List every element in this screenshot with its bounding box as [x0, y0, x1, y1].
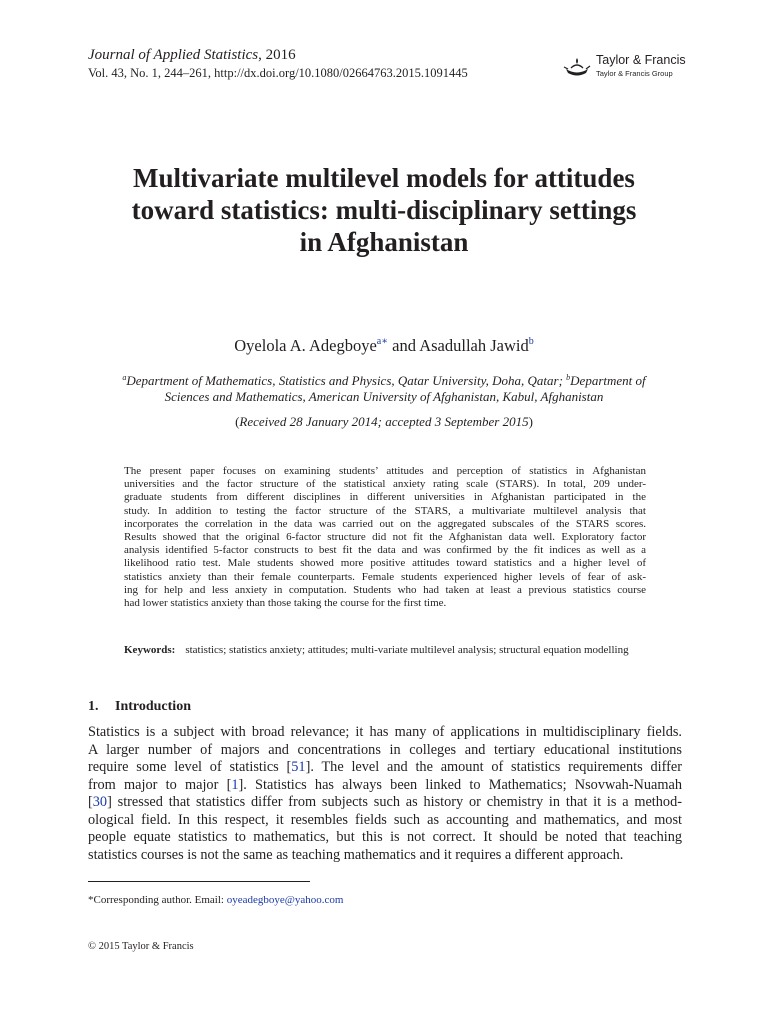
abstract-line: Results showed that the original 6-factor structure did not fit the Afghanistan data well. Exploratory factor [124, 531, 646, 544]
title-line: toward statistics: multi-disciplinary settings [131, 195, 637, 225]
body-line [88, 777, 682, 795]
author-list [0, 336, 768, 356]
body-text-span: require some level of statistics [ [88, 759, 292, 775]
body-line: Statistics is a subject with broad relevance; it has many of applications in multidisciplinary fields. [88, 724, 682, 740]
author-affiliation-marker[interactable]: a∗ [376, 336, 389, 347]
abstract-line: study. In addition to testing the factor structure of the STARS, a multivariate multilevel analysis that [124, 504, 646, 517]
affiliation-marker: a [122, 373, 127, 382]
affiliation-line [100, 370, 668, 389]
author-email-link[interactable]: oyeadegboye@yahoo.com [226, 894, 344, 906]
received-open-paren: ( [235, 414, 240, 429]
affiliation-marker: b [566, 373, 571, 382]
author-name: Asadullah Jawid [419, 336, 529, 355]
keywords-label: Keywords: [124, 644, 176, 656]
footnote-text: *Corresponding author. Email: [88, 894, 227, 906]
journal-name: Journal of Applied Statistics [88, 47, 259, 63]
abstract-line: universities and the factor structure of the statistical anxiety rating scale (STARS). In total, 209 under- [124, 478, 646, 491]
abstract-line: incorporates the correlation in the data was carried out on the aggregated subscales of the STARS scores. [124, 517, 646, 530]
publisher-group: Taylor & Francis Group [596, 69, 673, 78]
body-text-span: ]. The level and the amount of statistics requirements differ [305, 759, 682, 775]
author-joiner: and [388, 336, 420, 355]
publisher-logo [562, 52, 692, 82]
footnote-divider [88, 881, 310, 882]
body-line: statistics courses is not the same as teaching mathematics and it requires a different approach. [88, 846, 624, 863]
affiliation-text: Department of [570, 373, 646, 388]
body-line [88, 794, 682, 812]
abstract-line: ing for help and less anxiety in computation. Students who had taken at least a previous statistics course [124, 583, 646, 596]
abstract-line: statistics anxiety than their female counterparts. Female students experienced higher levels of fear of ask- [124, 570, 646, 583]
copyright-notice: © 2015 Taylor & Francis [88, 941, 194, 952]
body-text-span: ]. Statistics has always been linked to Mathematics; Nsovwah-Nuamah [238, 776, 682, 793]
keywords [124, 644, 646, 657]
abstract-line: analysis identified 5-factor constructs to best fit the data and was confirmed by the fit indices as well as a [124, 544, 646, 557]
publisher-name: Taylor & Francis [596, 53, 686, 67]
received-dates [0, 414, 768, 430]
journal-title [88, 47, 296, 64]
body-line: A larger number of majors and concentrations in colleges and tertiary educational institutions [88, 741, 682, 758]
article-title [60, 162, 708, 258]
citation-link[interactable]: 1 [231, 776, 239, 793]
title-line: in Afghanistan [299, 227, 469, 257]
section-heading [88, 699, 191, 715]
citation-link[interactable]: 51 [291, 759, 306, 775]
citation-link[interactable]: 30 [92, 794, 108, 810]
body-text-span: ] stressed that statistics differ from subjects such as history or chemistry in that it is a method- [107, 794, 682, 810]
section-title: Introduction [115, 699, 191, 714]
body-text-span: [ [88, 794, 93, 810]
affiliations [100, 370, 668, 405]
introduction-paragraph [88, 724, 682, 864]
author-name: Oyelola A. Adegboye [234, 336, 377, 355]
affiliation-line: Sciences and Mathematics, American University of Afghanistan, Kabul, Afghanistan [164, 389, 604, 404]
journal-citation: Vol. 43, No. 1, 244–261, http://dx.doi.org/10.1080/02664763.2015.1091445 [88, 66, 468, 80]
body-line: ological field. In this respect, it resembles fields such as accounting and mathematics, and most [88, 811, 682, 828]
abstract-line: likelihood ratio test. Male students showed more positive attitudes toward statistics and a higher level of [124, 557, 646, 570]
body-line: people equate statistics to mathematics, but this is not correct. It should be noted that teaching [88, 829, 682, 845]
abstract-line: graduate students from different disciplines in different universities in Afghanistan participated in the [124, 491, 646, 504]
author-affiliation-marker[interactable]: b [528, 336, 534, 347]
body-line [88, 759, 682, 777]
footnote [88, 894, 343, 906]
title-line: Multivariate multilevel models for attitudes [133, 163, 635, 193]
journal-year: , 2016 [258, 47, 296, 63]
abstract-line: had lower statistics anxiety than those taking the course for the first time. [124, 597, 447, 610]
received-close-paren: ) [528, 414, 533, 429]
lamp-logo-icon [562, 54, 592, 78]
affiliation-text: Department of Mathematics, Statistics and Physics, Qatar University, Doha, Qatar; [126, 373, 567, 388]
keywords-text: statistics; statistics anxiety; attitudes; multi-variate multilevel analysis; structural equation modelling [185, 644, 629, 656]
abstract [124, 465, 646, 610]
section-number: 1. [88, 699, 99, 714]
body-text-span: from major to major [ [88, 776, 232, 793]
received-text: Received 28 January 2014; accepted 3 September 2015 [239, 414, 529, 429]
abstract-line: The present paper focuses on examining students’ attitudes and perception of statistics in Afghanistan [124, 465, 646, 477]
